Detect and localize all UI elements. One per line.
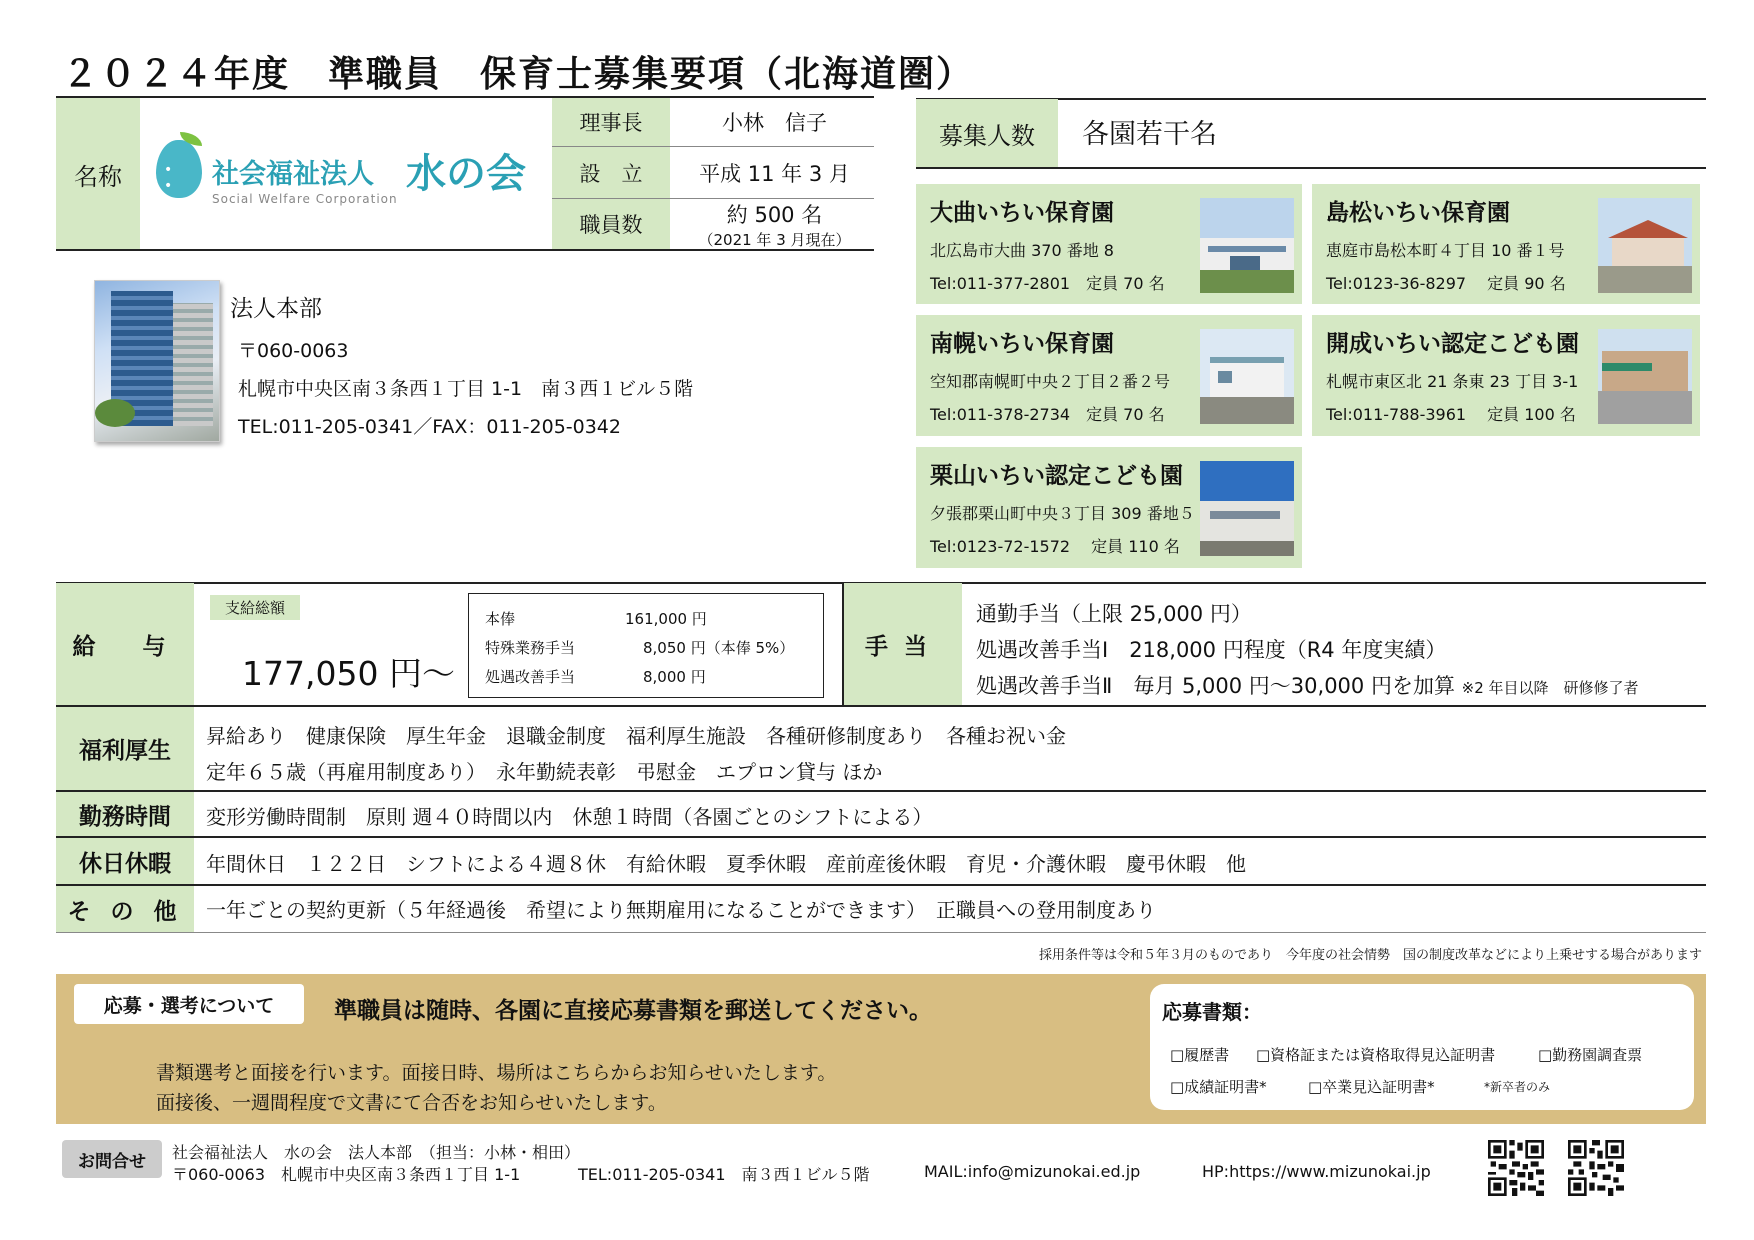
nursery-card <box>916 315 1302 436</box>
divider <box>916 167 1706 169</box>
divider <box>56 705 1706 707</box>
nursery-photo <box>1200 329 1294 424</box>
allowance-note: ※2 年目以降 研修修了者 <box>1461 679 1639 697</box>
pay-total-tag: 支給総額 <box>210 595 300 620</box>
holidays-text: 年間休日 １２２日 シフトによる４週８休 有給休暇 夏季休暇 産前産後休暇 育児・介護休暇 慶弔休暇 他 <box>206 852 1246 876</box>
other-text: 一年ごとの契約更新（５年経過後 希望により無期雇用になることができます） 正職員への登用制度あり <box>206 898 1156 922</box>
doc-note: *新卒者のみ <box>1484 1080 1551 1094</box>
staff-label: 職員数 <box>579 213 643 237</box>
nursery-card <box>916 184 1302 304</box>
nursery-card <box>1312 315 1700 436</box>
apply-sub-text: 書類選考と面接を行います。面接日時、場所はこちらからお知らせいたします。 <box>156 1062 837 1084</box>
staff-count: 約 500 名 <box>726 202 823 227</box>
nursery-address: 札幌市東区北 21 条東 23 丁目 3-1 <box>1326 372 1579 391</box>
allowance-label: 手当 <box>865 633 943 660</box>
divider <box>56 884 1706 886</box>
doc-item: □資格証または資格取得見込証明書 <box>1256 1046 1496 1064</box>
footnote: 採用条件等は令和５年３月のものであり 今年度の社会情勢 国の制度改革などにより上乗せする場合があります <box>1038 948 1702 963</box>
nursery-address: 空知郡南幌町中央２丁目２番２号 <box>930 372 1171 391</box>
doc-item: □成績証明書* <box>1170 1078 1267 1096</box>
contact-hp: HP:https://www.mizunokai.jp <box>1202 1162 1431 1181</box>
contact-mail: MAIL:info@mizunokai.ed.jp <box>924 1162 1141 1181</box>
hq-address: 札幌市中央区南３条西１丁目 1-1 南３西１ビル５階 <box>238 378 694 400</box>
org-name-label: 名称 <box>74 162 122 191</box>
nursery-tel: Tel:0123-72-1572 定員 110 名 <box>930 537 1180 556</box>
allowance-line-text: 処遇改善手当Ⅱ 毎月 5,000 円～30,000 円を加算 <box>976 674 1455 698</box>
logo-text-name: 水の会 <box>406 151 526 197</box>
pay-amount: 177,050 円～ <box>242 654 455 693</box>
chairman-label: 理事長 <box>579 111 643 135</box>
doc-item: □履歴書 <box>1170 1046 1230 1064</box>
nursery-name: 栗山いちい認定こども園 <box>930 463 1183 489</box>
contact-address: 〒060-0063 札幌市中央区南３条西１丁目 1-1 <box>172 1165 521 1184</box>
nursery-name: 島松いちい保育園 <box>1326 200 1510 226</box>
nursery-tel: Tel:011-378-2734 定員 70 名 <box>930 405 1165 424</box>
holidays-label: 休日休暇 <box>79 850 171 877</box>
allowance-line: 処遇改善手当Ⅰ 218,000 円程度（R4 年度実績） <box>976 638 1447 662</box>
nursery-tel: Tel:011-377-2801 定員 70 名 <box>930 274 1165 293</box>
chairman-value: 小林 信子 <box>722 111 827 135</box>
apply-tag: 応募・選考について <box>74 984 304 1024</box>
nursery-name: 大曲いちい保育園 <box>930 200 1114 226</box>
hours-text: 変形労働時間制 原則 週４０時間以内 休憩１時間（各園ごとのシフトによる） <box>206 805 933 829</box>
drop-face: • • <box>164 162 177 194</box>
org-logo <box>150 132 540 212</box>
nursery-photo <box>1598 198 1692 293</box>
salary-label: 給 与 <box>72 633 178 660</box>
breakdown-value: 8,000 円 <box>643 668 706 686</box>
docs-title: 応募書類： <box>1162 1000 1262 1024</box>
breakdown-label: 処遇改善手当 <box>485 668 576 686</box>
nursery-address: 夕張郡栗山町中央３丁目 309 番地５ <box>930 504 1195 523</box>
pay-breakdown-box <box>468 593 824 698</box>
qr-code-icon <box>1488 1140 1544 1196</box>
page-title: ２０２４年度 準職員 保育士募集要項（北海道圏） <box>62 54 975 95</box>
founded-value: 平成 11 年 3 月 <box>699 161 850 186</box>
contact-org: 社会福祉法人 水の会 法人本部 （担当：小林・相田） <box>172 1143 581 1162</box>
hq-building-photo <box>94 280 220 442</box>
founded-label: 設 立 <box>579 161 643 186</box>
other-label: そ の 他 <box>67 898 183 925</box>
allowance-line: 通勤手当（上限 25,000 円） <box>976 602 1252 626</box>
hq-title: 法人本部 <box>230 296 322 322</box>
breakdown-value: 161,000 円 <box>625 610 707 628</box>
nursery-tel: Tel:011-788-3961 定員 100 名 <box>1326 405 1576 424</box>
apply-main-text: 準職員は随時、各園に直接応募書類を郵送してください。 <box>334 998 932 1024</box>
docs-box <box>1150 984 1694 1110</box>
nursery-card <box>1312 184 1700 304</box>
divider <box>56 790 1706 792</box>
breakdown-label: 特殊業務手当 <box>485 639 576 657</box>
staff-date: （2021 年 3 月現在） <box>698 230 851 249</box>
doc-item: □勤務園調査票 <box>1538 1046 1643 1064</box>
apply-sub-text: 面接後、一週間程度で文書にて合否をお知らせいたします。 <box>156 1092 667 1114</box>
breakdown-value: 8,050 円（本俸 5%） <box>643 639 795 657</box>
staff-value <box>672 199 877 249</box>
allowance-line <box>976 670 1639 700</box>
nursery-photo <box>1200 461 1294 556</box>
nursery-card <box>916 447 1302 568</box>
hq-contact: TEL:011-205-0341／FAX：011-205-0342 <box>238 416 621 438</box>
nursery-name: 南幌いちい保育園 <box>930 331 1114 357</box>
logo-text-en: Social Welfare Corporation <box>212 192 398 206</box>
logo-text-jp: 社会福祉法人 <box>212 159 374 190</box>
contact-tag: お問合せ <box>62 1140 162 1178</box>
recruit-label: 募集人数 <box>939 121 1035 150</box>
breakdown-label: 本俸 <box>485 610 516 628</box>
nursery-address: 恵庭市島松本町４丁目 10 番１号 <box>1326 241 1565 260</box>
nursery-address: 北広島市大曲 370 番地 8 <box>930 241 1114 260</box>
recruit-value: 各園若干名 <box>1082 119 1217 150</box>
nursery-photo <box>1598 329 1692 424</box>
welfare-label: 福利厚生 <box>79 738 171 764</box>
contact-tel: TEL:011-205-0341 南３西１ビル５階 <box>578 1165 870 1184</box>
nursery-photo <box>1200 198 1294 293</box>
nursery-tel: Tel:0123-36-8297 定員 90 名 <box>1326 274 1566 293</box>
nursery-name: 開成いちい認定こども園 <box>1326 331 1579 357</box>
divider <box>56 932 1706 933</box>
doc-item: □卒業見込証明書* <box>1308 1078 1435 1096</box>
welfare-line: 定年６５歳（再雇用制度あり） 永年勤続表彰 弔慰金 エプロン貸与 ほか <box>206 760 883 784</box>
divider <box>56 836 1706 838</box>
welfare-line: 昇給あり 健康保険 厚生年金 退職金制度 福利厚生施設 各種研修制度あり 各種お祝い金 <box>206 724 1066 748</box>
qr-code-icon <box>1568 1140 1624 1196</box>
hq-postal: 〒060-0063 <box>238 340 349 362</box>
hours-label: 勤務時間 <box>79 803 171 830</box>
